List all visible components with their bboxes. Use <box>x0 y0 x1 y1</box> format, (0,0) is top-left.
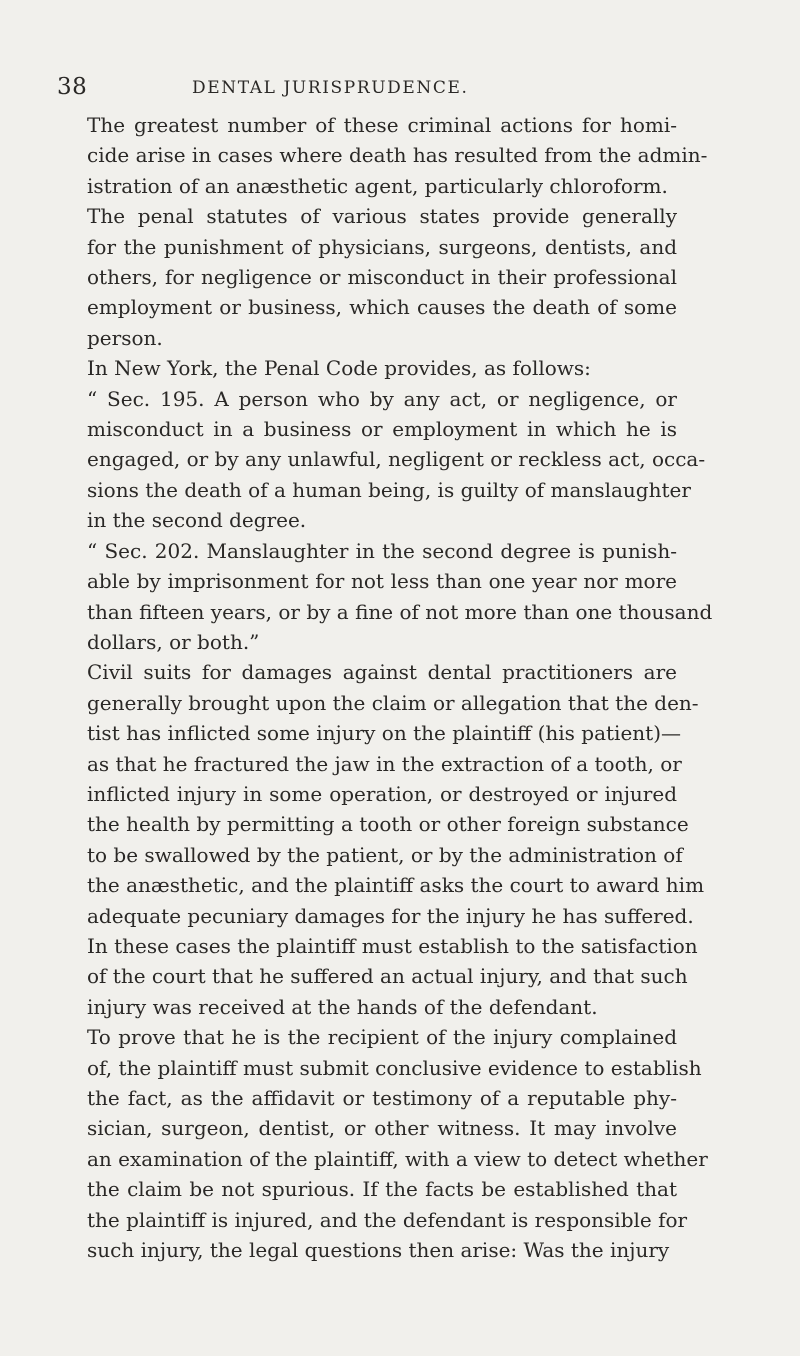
paragraph <box>57 536 713 658</box>
text-line: istration of an anæsthetic agent, particularly chloroform. <box>87 173 668 198</box>
body-text <box>57 110 713 1265</box>
text-line: engaged, or by any unlawful, negligent or reckless act, occa- <box>87 447 706 472</box>
text-line: “ Sec. 202. Manslaughter in the second degree is punish- <box>87 538 677 563</box>
text-line: injury was received at the hands of the defendant. <box>87 994 598 1019</box>
text-line: in the second degree. <box>87 508 307 533</box>
text-line: the plaintiff is injured, and the defendant is responsible for <box>87 1207 688 1232</box>
text-line: the health by permitting a tooth or other foreign substance <box>87 812 689 837</box>
text-line: misconduct in a business or employment in which he is <box>87 417 677 442</box>
text-line: an examination of the plaintiff, with a view to detect whether <box>87 1146 708 1171</box>
text-line: the fact, as the affidavit or testimony of a reputable phy- <box>87 1086 677 1110</box>
text-line: others, for negligence or misconduct in their professional <box>87 265 677 290</box>
running-head: DENTAL JURISPRUDENCE. <box>192 78 469 98</box>
text-line: “ Sec. 195. A person who by any act, or negligence, or <box>87 386 677 411</box>
text-line: the claim be not spurious. If the facts be established that <box>87 1177 677 1202</box>
text-line: The penal statutes of various states provide generally <box>87 204 677 229</box>
text-line: to be swallowed by the patient, or by the administration of <box>87 842 683 867</box>
paragraph <box>57 384 706 536</box>
text-line: sician, surgeon, dentist, or other witness. It may involve <box>87 1116 677 1141</box>
text-line: tist has inflicted some injury on the plaintiff (his patient)— <box>87 721 682 746</box>
text-line: the anæsthetic, and the plaintiff asks the court to award him <box>87 873 705 898</box>
text-line: In New York, the Penal Code provides, as follows: <box>87 356 591 381</box>
text-line: cide arise in cases where death has resulted from the admin- <box>87 143 708 168</box>
paragraph <box>57 110 708 201</box>
text-line: generally brought upon the claim or allegation that the den- <box>87 690 699 715</box>
text-line: Civil suits for damages against dental practitioners are <box>87 660 677 685</box>
text-line: of, the plaintiff must submit conclusive evidence to establish <box>87 1055 702 1080</box>
page-header <box>57 74 677 104</box>
text-line: person. <box>87 325 163 350</box>
paragraph <box>57 1022 708 1265</box>
text-line: To prove that he is the recipient of the injury complained <box>87 1025 677 1050</box>
text-line: sions the death of a human being, is guilty of manslaughter <box>87 477 691 502</box>
paragraph <box>57 657 705 1022</box>
paragraph <box>57 353 677 383</box>
paragraph <box>57 201 677 353</box>
text-line: employment or business, which causes the death of some <box>87 295 677 320</box>
text-line: as that he fractured the jaw in the extraction of a tooth, or <box>87 751 682 776</box>
text-line: of the court that he suffered an actual injury, and that such <box>87 964 688 989</box>
text-line: The greatest number of these criminal actions for homi- <box>87 113 677 137</box>
page-number: 38 <box>57 74 88 100</box>
text-line: than fifteen years, or by a fine of not more than one thousand <box>87 599 713 624</box>
text-line: inflicted injury in some operation, or destroyed or injured <box>87 781 677 806</box>
text-line: for the punishment of physicians, surgeons, dentists, and <box>87 234 677 259</box>
text-line: able by imprisonment for not less than one year nor more <box>87 569 677 594</box>
text-line: adequate pecuniary damages for the injury he has suffered. <box>87 903 694 928</box>
text-line: dollars, or both.” <box>87 629 260 654</box>
text-line: such injury, the legal questions then arise: Was the injury <box>87 1238 670 1263</box>
text-line: In these cases the plaintiff must establish to the satisfaction <box>87 933 698 958</box>
